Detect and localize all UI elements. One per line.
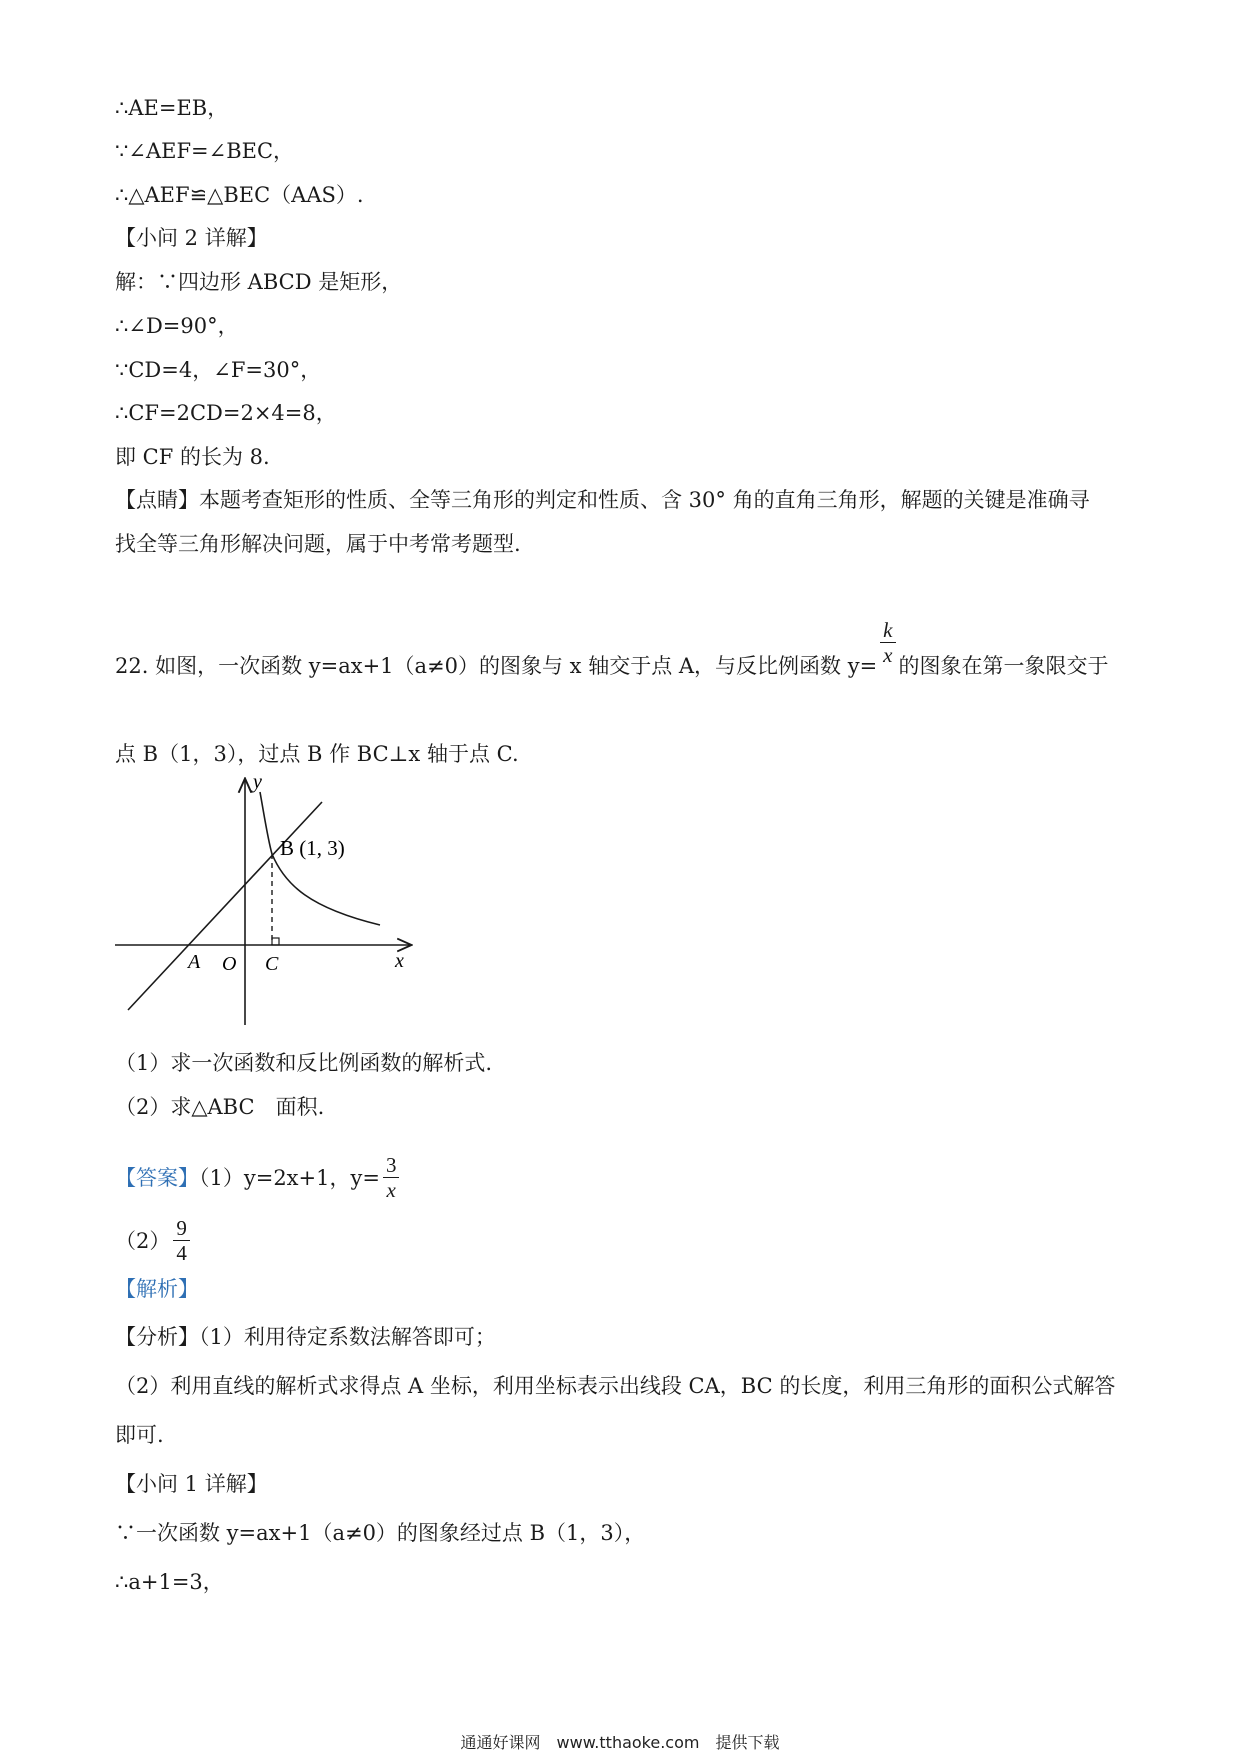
analysis-tag: 【解析】 — [115, 1277, 199, 1301]
analysis-line: ∵一次函数 y=ax+1（a≠0）的图象经过点 B（1，3）， — [115, 1521, 646, 1545]
fraction-3-over-x — [383, 1153, 400, 1202]
label-o: O — [222, 953, 237, 975]
text-line: ∴AE=EB， — [115, 96, 229, 120]
label-a: A — [188, 951, 201, 973]
text-line: ∵CD=4，∠F=30°， — [115, 358, 322, 382]
analysis-line: ∴a+1=3， — [115, 1570, 224, 1594]
label-b: B (1, 3) — [280, 836, 345, 860]
text-line: 即 CF 的长为 8. — [115, 445, 270, 469]
problem-text: 的图象在第一象限交于 — [898, 654, 1109, 678]
analysis-line: 【分析】（1）利用待定系数法解答即可； — [115, 1325, 496, 1349]
answer-text: （1）y=2x+1，y= — [199, 1166, 380, 1190]
answer-text: （2） — [115, 1229, 171, 1253]
page-footer: 通通好课网 www.tthaoke.com 提供下载 — [460, 1733, 780, 1752]
comment-line: 找全等三角形解决问题，属于中考常考题型. — [115, 532, 521, 556]
fraction-denominator: x — [880, 642, 895, 667]
fraction-numerator: 9 — [176, 1216, 187, 1240]
problem-text: 22. 如图，一次函数 y=ax+1（a≠0）的图象与 x 轴交于点 A，与反比例函数 y= — [115, 654, 878, 678]
text-line: 解：∵四边形 ABCD 是矩形， — [115, 270, 403, 294]
text-line: ∴CF=2CD=2×4=8， — [115, 401, 337, 425]
answer-line-1 — [115, 1155, 402, 1204]
fraction-numerator: k — [883, 618, 893, 642]
label-y: y — [253, 771, 262, 793]
fraction-k-over-x — [880, 618, 895, 667]
answer-line-2 — [115, 1218, 193, 1267]
analysis-line: （2）利用直线的解析式求得点 A 坐标，利用坐标表示出线段 CA，BC 的长度，利用三角形的面积公式解答 — [115, 1374, 1116, 1398]
subquestion-2: （2）求△ABC 面积. — [115, 1095, 325, 1119]
coordinate-figure — [110, 770, 430, 1030]
fraction-denominator: 4 — [173, 1240, 190, 1265]
label-x: x — [395, 950, 404, 972]
analysis-line: 即可. — [115, 1423, 164, 1447]
label-c: C — [265, 953, 279, 975]
text-line: ∵∠AEF=∠BEC， — [115, 139, 295, 163]
fraction-numerator: 3 — [385, 1153, 397, 1177]
right-angle-mark — [272, 938, 279, 945]
comment-line: 【点睛】本题考查矩形的性质、全等三角形的判定和性质、含 30° 角的直角三角形，解题的关键是准确寻 — [115, 488, 1090, 512]
section-heading: 【小问 2 详解】 — [115, 226, 268, 250]
problem-statement — [115, 618, 1109, 680]
subquestion-1: （1）求一次函数和反比例函数的解析式. — [115, 1051, 493, 1075]
text-line: ∴△AEF≌△BEC（AAS）. — [115, 183, 364, 207]
text-line: ∴∠D=90°， — [115, 314, 239, 338]
fraction-denominator: x — [383, 1177, 400, 1202]
problem-statement-line2: 点 B（1，3），过点 B 作 BC⊥x 轴于点 C. — [115, 742, 519, 766]
fraction-9-over-4 — [173, 1216, 190, 1265]
section-heading: 【小问 1 详解】 — [115, 1472, 268, 1496]
linear-function-line — [128, 802, 322, 1010]
answer-tag: 【答案】 — [115, 1166, 199, 1190]
